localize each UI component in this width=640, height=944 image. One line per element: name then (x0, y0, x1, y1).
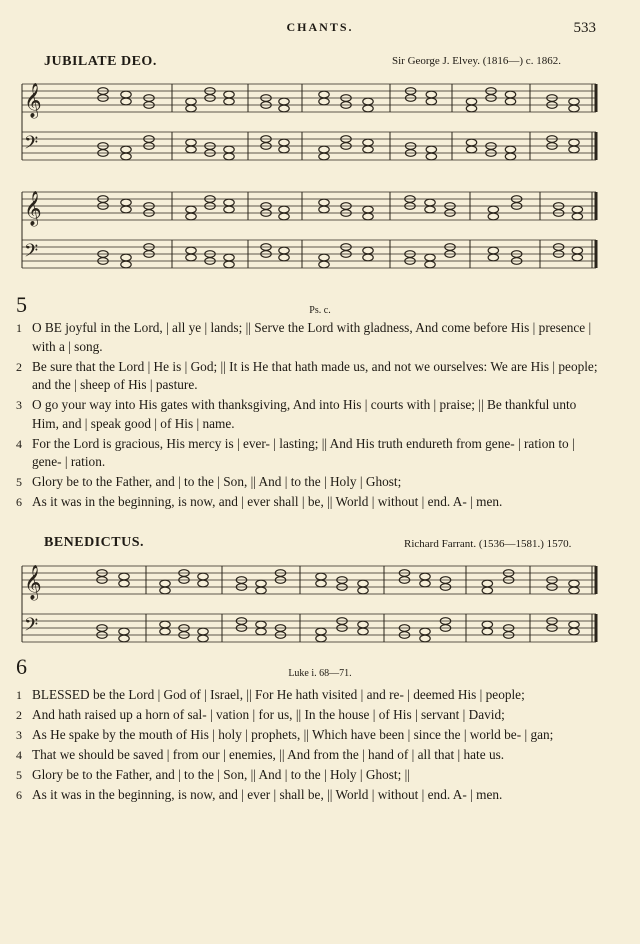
chant-number-6: 6 (16, 654, 27, 679)
note-head (279, 105, 289, 112)
verse-6-2 (16, 706, 602, 725)
note-head (488, 206, 498, 213)
note-head (466, 98, 476, 105)
verse-6-5 (16, 766, 602, 785)
note-head (224, 153, 234, 160)
composer-credit-elvey: Sir George J. Elvey. (1816—) c. 1862. (392, 55, 561, 67)
note-head (279, 98, 289, 105)
note-head (319, 199, 329, 206)
note-head (256, 621, 266, 628)
note-head (279, 206, 289, 213)
verse-text: Glory be to the Father, and | to the | Son, || And | to the | Holy | Ghost; (32, 474, 402, 489)
note-head (363, 206, 373, 213)
verse-number: 6 (16, 495, 22, 509)
note-head (224, 98, 234, 105)
music-system (22, 565, 596, 642)
running-title: CHANTS. (286, 20, 354, 34)
bass-clef-icon: 𝄢 (24, 241, 39, 266)
bass-clef-icon: 𝄢 (24, 615, 39, 640)
note-head (319, 153, 329, 160)
note-head (505, 153, 515, 160)
verse-text: And hath raised up a horn of sal- | vation | for us, || In the house | of His | servant | David; (32, 707, 505, 722)
note-head (466, 139, 476, 146)
note-head (572, 254, 582, 261)
note-head (224, 91, 234, 98)
note-head (256, 587, 266, 594)
note-head (482, 587, 492, 594)
note-head (420, 573, 430, 580)
note-head (121, 254, 131, 261)
note-head (466, 146, 476, 153)
note-head (358, 621, 368, 628)
verse-number: 1 (16, 688, 22, 702)
verse-list-benedictus (16, 686, 602, 806)
note-head (119, 628, 129, 635)
note-head (279, 139, 289, 146)
verse-6-6 (16, 786, 602, 805)
note-head (488, 254, 498, 261)
verse-list-jubilate (16, 319, 602, 513)
note-head (186, 105, 196, 112)
note-head (279, 247, 289, 254)
note-head (198, 580, 208, 587)
note-head (505, 146, 515, 153)
music-score-benedictus (0, 552, 640, 652)
note-head (119, 635, 129, 642)
verse-5-4 (16, 435, 602, 472)
note-head (198, 628, 208, 635)
note-head (358, 587, 368, 594)
note-head (569, 587, 579, 594)
note-head (256, 580, 266, 587)
note-head (426, 91, 436, 98)
music-system (22, 191, 596, 268)
note-head (316, 628, 326, 635)
note-head (572, 213, 582, 220)
note-head (121, 199, 131, 206)
chant-title-jubilate: JUBILATE DEO. (44, 54, 157, 69)
bass-clef-icon: 𝄢 (24, 133, 39, 158)
note-head (119, 573, 129, 580)
note-head (420, 635, 430, 642)
note-head (488, 213, 498, 220)
verse-text: That we should be saved | from our | enemies, || And from the | hand of | all that | hate us. (32, 747, 505, 762)
note-head (186, 213, 196, 220)
note-head (482, 628, 492, 635)
note-head (186, 146, 196, 153)
note-head (256, 628, 266, 635)
note-head (358, 628, 368, 635)
note-head (363, 98, 373, 105)
verse-text: As it was in the beginning, is now, and | ever shall | be, || World | without | end. A- | men. (32, 494, 503, 509)
verse-5-5 (16, 473, 602, 492)
chant-number-5: 5 (16, 292, 27, 317)
note-head (363, 139, 373, 146)
note-head (425, 261, 435, 268)
verse-number: 4 (16, 436, 22, 451)
verse-text: Be sure that the Lord | He is | God; || It is He that hath made us, and not we ourselves: We are His | people; and the | sheep of His | pasture. (32, 358, 598, 392)
note-head (160, 580, 170, 587)
note-head (319, 261, 329, 268)
note-head (426, 146, 436, 153)
note-head (569, 580, 579, 587)
note-head (425, 199, 435, 206)
note-head (186, 206, 196, 213)
treble-clef-icon: 𝄞 (24, 83, 42, 118)
verse-text: O go your way into His gates with thanksgiving, And into His | courts with | praise; || Be thankful unto Him, and | speak good | of His | name. (32, 397, 577, 431)
verse-text: O BE joyful in the Lord, | all ye | lands; || Serve the Lord with gladness, And come before His | presence | with a | song. (32, 320, 592, 354)
note-head (279, 254, 289, 261)
music-system (22, 83, 596, 160)
note-head (160, 587, 170, 594)
verse-5-1 (16, 319, 602, 356)
note-head (121, 261, 131, 268)
verse-number: 5 (16, 768, 22, 782)
verse-number: 6 (16, 788, 22, 802)
note-head (319, 146, 329, 153)
verse-number: 3 (16, 728, 22, 742)
note-head (569, 621, 579, 628)
note-head (160, 621, 170, 628)
note-head (420, 628, 430, 635)
note-head (319, 254, 329, 261)
note-head (224, 254, 234, 261)
note-head (186, 98, 196, 105)
note-head (316, 580, 326, 587)
note-head (572, 247, 582, 254)
treble-clef-icon: 𝄞 (24, 191, 42, 226)
verse-number: 2 (16, 708, 22, 722)
note-head (121, 206, 131, 213)
treble-clef-icon: 𝄞 (24, 565, 42, 600)
note-head (198, 635, 208, 642)
scripture-reference-luke: Luke i. 68—71. (288, 668, 352, 679)
note-head (363, 105, 373, 112)
note-head (569, 98, 579, 105)
note-head (319, 206, 329, 213)
note-head (572, 206, 582, 213)
note-head (488, 247, 498, 254)
note-head (505, 91, 515, 98)
note-head (426, 153, 436, 160)
note-head (186, 254, 196, 261)
note-head (224, 199, 234, 206)
page-number: 533 (573, 20, 596, 36)
verse-text: BLESSED be the Lord | God of | Israel, || For He hath visited | and re- | deemed His | people; (32, 687, 525, 702)
note-head (119, 580, 129, 587)
note-head (425, 254, 435, 261)
composer-credit-farrant: Richard Farrant. (1536—1581.) 1570. (404, 538, 572, 550)
note-head (279, 146, 289, 153)
note-head (482, 621, 492, 628)
note-head (316, 635, 326, 642)
note-head (224, 206, 234, 213)
note-head (425, 206, 435, 213)
verse-5-3 (16, 396, 602, 433)
verse-text: As it was in the beginning, is now, and | ever | shall be, || World | without | end. A- | men. (32, 787, 503, 802)
verse-text: As He spake by the mouth of His | holy | prophets, || Which have been | since the | world be- | gan; (32, 727, 554, 742)
note-head (186, 247, 196, 254)
scripture-reference-ps-c: Ps. c. (309, 305, 331, 316)
verse-5-6 (16, 493, 602, 512)
verse-text: For the Lord is gracious, His mercy is | ever- | lasting; || And His truth endureth from gene- | ration to | gene- | ration. (32, 435, 575, 469)
note-head (426, 98, 436, 105)
note-head (505, 98, 515, 105)
note-head (482, 580, 492, 587)
note-head (363, 254, 373, 261)
note-head (319, 98, 329, 105)
note-head (279, 213, 289, 220)
note-head (363, 146, 373, 153)
note-head (121, 98, 131, 105)
note-head (316, 573, 326, 580)
note-head (319, 91, 329, 98)
note-head (160, 628, 170, 635)
verse-number: 3 (16, 398, 22, 412)
note-head (224, 146, 234, 153)
note-head (121, 146, 131, 153)
verse-6-1 (16, 686, 602, 705)
chant-title-benedictus: BENEDICTUS. (44, 535, 145, 550)
note-head (121, 91, 131, 98)
verse-number: 2 (16, 359, 22, 374)
verse-6-4 (16, 746, 602, 765)
note-head (363, 213, 373, 220)
music-score-jubilate (0, 70, 640, 280)
note-head (121, 153, 131, 160)
note-head (466, 105, 476, 112)
note-head (569, 139, 579, 146)
verse-5-2 (16, 358, 602, 395)
note-head (569, 146, 579, 153)
note-head (420, 580, 430, 587)
verse-number: 5 (16, 475, 22, 489)
note-head (358, 580, 368, 587)
verse-text: Glory be to the Father, and | to the | Son, || And | to the | Holy | Ghost; || (32, 767, 410, 782)
note-head (363, 247, 373, 254)
verse-6-3 (16, 726, 602, 745)
note-head (569, 105, 579, 112)
note-head (198, 573, 208, 580)
note-head (224, 261, 234, 268)
note-head (569, 628, 579, 635)
verse-number: 4 (16, 748, 22, 762)
note-head (186, 139, 196, 146)
verse-number: 1 (16, 321, 22, 335)
